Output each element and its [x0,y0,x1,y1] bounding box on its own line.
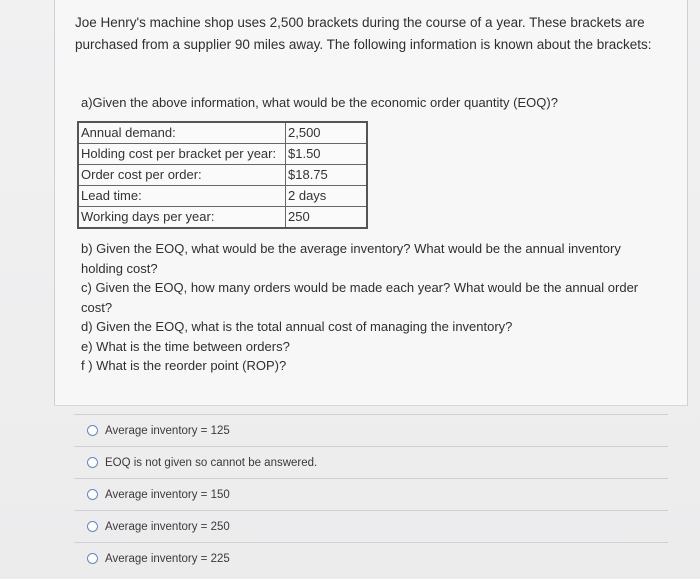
answer-option-label: Average inventory = 225 [105,552,230,565]
radio-button-icon[interactable] [87,521,98,532]
radio-button-icon[interactable] [87,457,98,468]
table-row [78,165,367,186]
question-b-line2: holding cost? [81,260,158,276]
question-b-line1: b) Given the EOQ, what would be the average inventory? What would be the annual inventory [81,241,621,256]
answer-option[interactable] [74,542,668,574]
question-c-line2: cost? [81,299,113,315]
table-row-value: 2 days [286,186,368,207]
table-row [78,144,367,165]
problem-statement: Joe Henry's machine shop uses 2,500 brackets during the course of a year. These brackets are purchased from a supplier 90 miles away. The following information is known about the brackets: [75,15,652,52]
answer-option-label: Average inventory = 150 [105,488,230,501]
radio-button-icon[interactable] [87,553,98,564]
question-c-line1: c) Given the EOQ, how many orders would be made each year? What would be the annual order [81,280,639,295]
question-card [54,0,688,406]
table-row-label: Holding cost per bracket per year: [78,144,286,165]
answer-option-label: EOQ is not given so cannot be answered. [105,456,318,469]
table-row-value: 2,500 [286,122,368,144]
answer-options [74,414,668,574]
table-row [78,207,367,229]
questions-list [81,239,671,376]
table-row [78,186,367,207]
answer-option[interactable] [74,446,668,478]
question-f: f ) What is the reorder point (ROP)? [81,358,287,373]
table-row-label: Annual demand: [78,122,286,144]
answer-option-label: Average inventory = 250 [105,520,230,533]
answer-option[interactable] [74,510,668,542]
radio-button-icon[interactable] [87,489,98,500]
table-row-value: 250 [286,207,368,229]
table-row-label: Order cost per order: [78,165,286,186]
question-a: a)Given the above information, what would be the economic order quantity (EOQ)? [81,95,558,110]
table-row-label: Working days per year: [78,207,286,229]
question-e: e) What is the time between orders? [81,338,290,354]
radio-button-icon[interactable] [87,425,98,436]
table-row-value: $18.75 [286,165,368,186]
answer-option[interactable] [74,478,668,510]
table-row-label: Lead time: [78,186,286,207]
bracket-info-table [77,121,368,229]
answer-option[interactable] [74,414,668,446]
table-row [78,122,367,144]
table-row-value: $1.50 [286,144,368,165]
question-d: d) Given the EOQ, what is the total annual cost of managing the inventory? [81,319,513,334]
answer-option-label: Average inventory = 125 [105,424,230,437]
